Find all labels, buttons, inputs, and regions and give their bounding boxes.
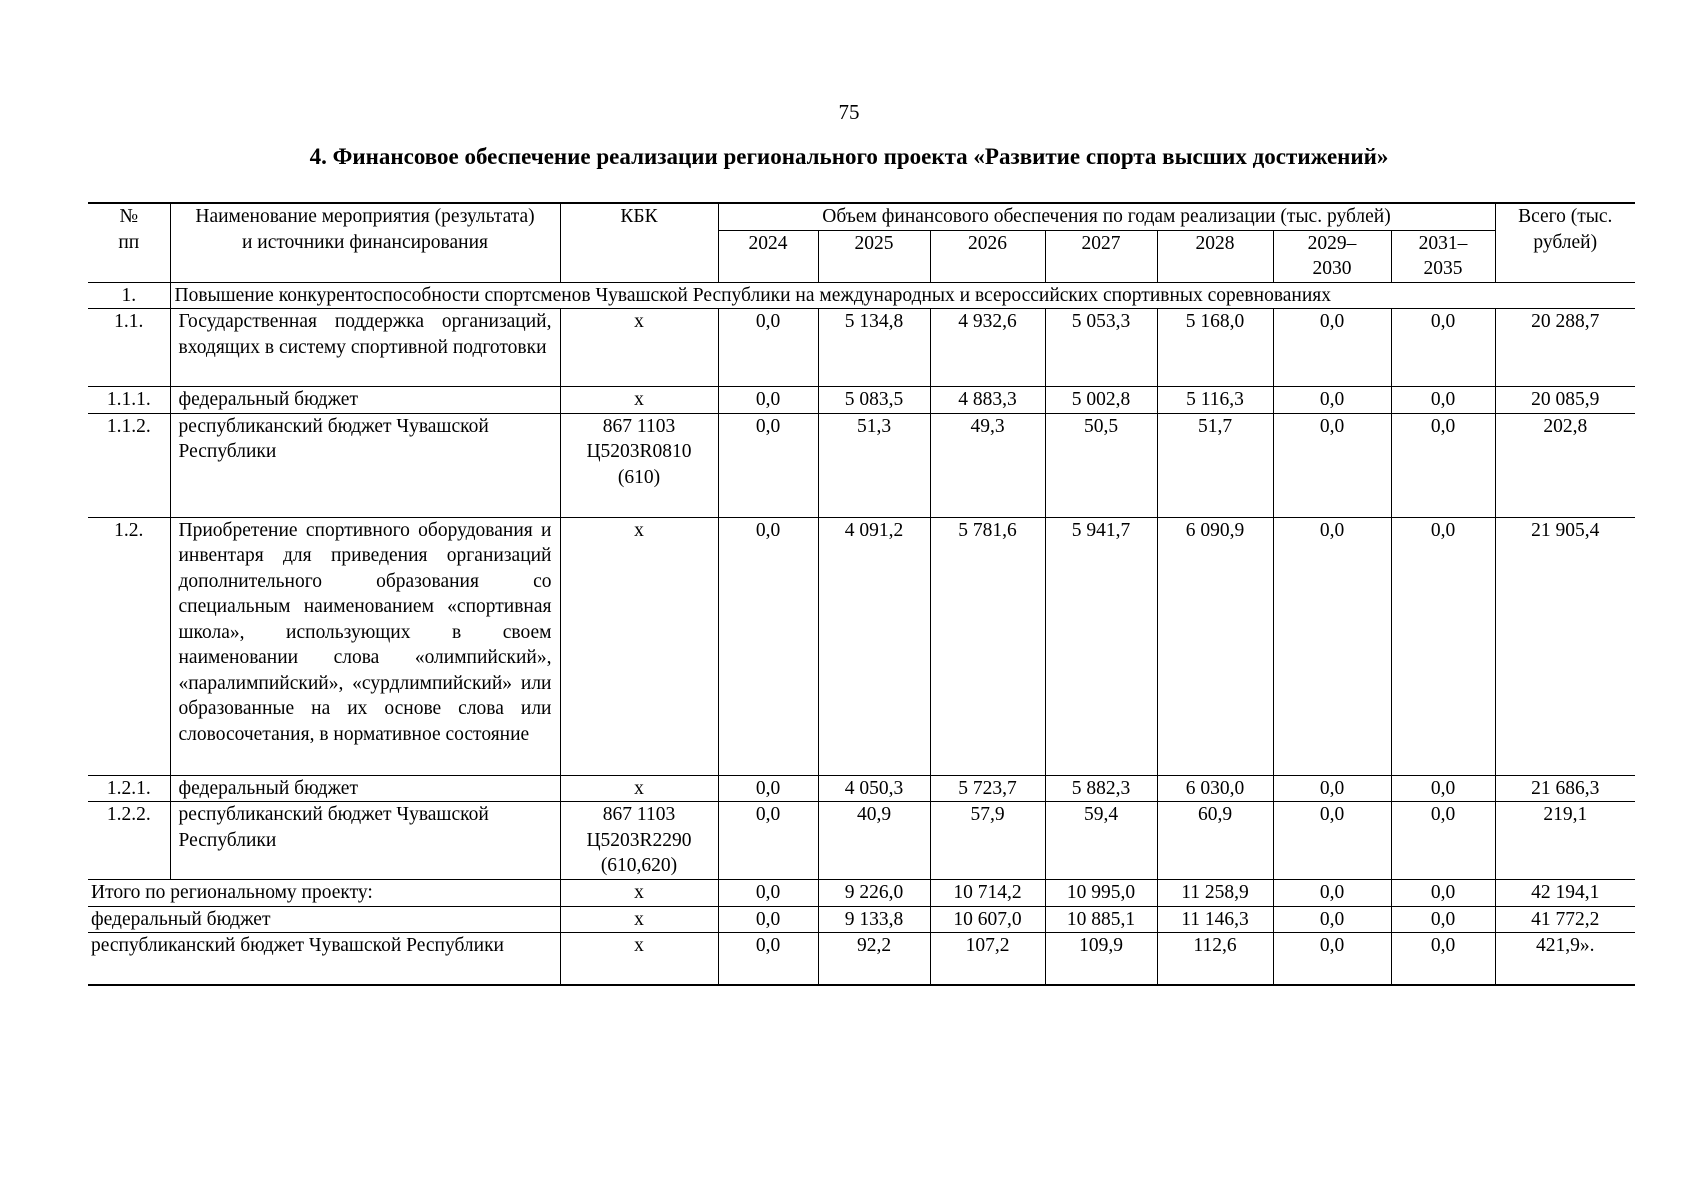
row-total: 202,8 [1495,413,1635,517]
row-value: 0,0 [718,775,818,802]
row-kbk: х [560,775,718,802]
row-value: 5 083,5 [818,387,930,414]
row-name: республиканский бюджет Чувашской Республики [170,413,560,517]
row-value: 4 883,3 [930,387,1045,414]
total-sum: 42 194,1 [1495,880,1635,907]
header-volume: Объем финансового обеспечения по годам реализации (тыс. рублей) [718,203,1495,230]
total-name: республиканский бюджет Чувашской Республики [88,933,560,985]
row-value: 5 168,0 [1157,309,1273,387]
header-year: 2028 [1157,230,1273,282]
row-num: 1.1.2. [88,413,170,517]
row-value: 0,0 [718,517,818,775]
row-value: 59,4 [1045,802,1157,880]
header-num [88,203,170,282]
document-title: 4. Финансовое обеспечение реализации регионального проекта «Развитие спорта высших достижений» [309,144,1389,169]
total-value: 10 607,0 [930,906,1045,933]
total-value: 0,0 [718,906,818,933]
row-value: 5 781,6 [930,517,1045,775]
total-value: 10 885,1 [1045,906,1157,933]
row-value: 60,9 [1157,802,1273,880]
row-value: 6 090,9 [1157,517,1273,775]
section-title: Повышение конкурентоспособности спортсменов Чувашской Республики на международных и всероссийских спортивных соревнованиях [170,282,1635,309]
row-value: 49,3 [930,413,1045,517]
row-value: 51,3 [818,413,930,517]
row-num: 1.2.2. [88,802,170,880]
header-kbk: КБК [560,203,718,282]
header-year: 2027 [1045,230,1157,282]
financing-table [88,202,1635,986]
row-value: 5 882,3 [1045,775,1157,802]
row-value: 5 002,8 [1045,387,1157,414]
table-row [88,775,1635,802]
table-row [88,387,1635,414]
row-value: 5 941,7 [1045,517,1157,775]
row-value: 0,0 [718,802,818,880]
row-value: 0,0 [718,309,818,387]
row-value: 0,0 [718,413,818,517]
total-sum: 421,9». [1495,933,1635,985]
row-value: 0,0 [1391,309,1495,387]
row-value: 0,0 [1391,517,1495,775]
row-kbk: х [560,517,718,775]
row-value: 5 134,8 [818,309,930,387]
row-num: 1.1.1. [88,387,170,414]
total-value: 0,0 [1391,880,1495,907]
total-value: 92,2 [818,933,930,985]
header-year: 2025 [818,230,930,282]
total-value: 9 226,0 [818,880,930,907]
total-value: 112,6 [1157,933,1273,985]
row-value: 0,0 [1273,517,1391,775]
total-value: 109,9 [1045,933,1157,985]
table-row [88,413,1635,517]
row-value: 57,9 [930,802,1045,880]
row-value: 0,0 [1273,775,1391,802]
header-num-line1: № [119,206,139,227]
section-row [88,282,1635,309]
row-kbk: х [560,309,718,387]
row-total: 20 288,7 [1495,309,1635,387]
header-num-line2: пп [118,231,140,253]
header-year: 2031–2035 [1391,230,1495,282]
row-value: 4 091,2 [818,517,930,775]
total-value: 0,0 [1391,906,1495,933]
header-name: Наименование мероприятия (результата) и источники финансирования [170,203,560,282]
total-value: 9 133,8 [818,906,930,933]
row-name: федеральный бюджет [170,775,560,802]
row-value: 50,5 [1045,413,1157,517]
header-year: 2024 [718,230,818,282]
total-sum: 41 772,2 [1495,906,1635,933]
total-kbk: х [560,933,718,985]
row-value: 5 116,3 [1157,387,1273,414]
row-value: 5 723,7 [930,775,1045,802]
total-kbk: х [560,880,718,907]
header-total: Всего (тыс. рублей) [1495,203,1635,282]
row-kbk: 867 1103 Ц5203R0810 (610) [560,413,718,517]
row-num: 1.1. [88,309,170,387]
total-value: 0,0 [718,933,818,985]
row-value: 0,0 [1391,802,1495,880]
total-value: 11 146,3 [1157,906,1273,933]
row-total: 21 905,4 [1495,517,1635,775]
table-row [88,802,1635,880]
total-value: 0,0 [1273,906,1391,933]
row-value: 0,0 [1391,387,1495,414]
row-value: 0,0 [1391,775,1495,802]
header-row [88,203,1635,230]
total-value: 0,0 [1391,933,1495,985]
row-total: 20 085,9 [1495,387,1635,414]
row-name: Государственная поддержка организаций, входящих в систему спортивной подготовки [170,309,560,387]
total-name: федеральный бюджет [88,906,560,933]
row-kbk: х [560,387,718,414]
total-name: Итого по региональному проекту: [88,880,560,907]
total-value: 10 995,0 [1045,880,1157,907]
row-value: 4 932,6 [930,309,1045,387]
row-value: 40,9 [818,802,930,880]
total-value: 11 258,9 [1157,880,1273,907]
row-value: 0,0 [1273,802,1391,880]
header-year: 2026 [930,230,1045,282]
row-name: Приобретение спортивного оборудования и инвентаря для приведения организаций дополнительного образования со специальным наименованием «спортивная школа», использующих в своем наименовании слова «олимпийский», «паралимпийский», «сурдлимпийский» или образованные на их основе слова или словосочетания, в нормативное состояние [170,517,560,775]
row-total: 21 686,3 [1495,775,1635,802]
row-total: 219,1 [1495,802,1635,880]
row-kbk: 867 1103 Ц5203R2290 (610,620) [560,802,718,880]
row-num: 1.2.1. [88,775,170,802]
total-value: 0,0 [1273,880,1391,907]
row-value: 0,0 [1273,309,1391,387]
row-value: 0,0 [718,387,818,414]
row-value: 0,0 [1273,413,1391,517]
row-name: республиканский бюджет Чувашской Республики [170,802,560,880]
row-value: 0,0 [1391,413,1495,517]
total-kbk: х [560,906,718,933]
row-name: федеральный бюджет [170,387,560,414]
total-row [88,880,1635,907]
row-value: 0,0 [1273,387,1391,414]
table-row [88,517,1635,775]
header-year: 2029–2030 [1273,230,1391,282]
total-row [88,906,1635,933]
total-value: 10 714,2 [930,880,1045,907]
section-num: 1. [88,282,170,309]
table-row [88,309,1635,387]
row-value: 51,7 [1157,413,1273,517]
row-value: 4 050,3 [818,775,930,802]
row-value: 5 053,3 [1045,309,1157,387]
row-value: 6 030,0 [1157,775,1273,802]
total-value: 107,2 [930,933,1045,985]
total-value: 0,0 [1273,933,1391,985]
total-value: 0,0 [718,880,818,907]
page-number: 75 [838,100,860,124]
total-row [88,933,1635,985]
row-num: 1.2. [88,517,170,775]
